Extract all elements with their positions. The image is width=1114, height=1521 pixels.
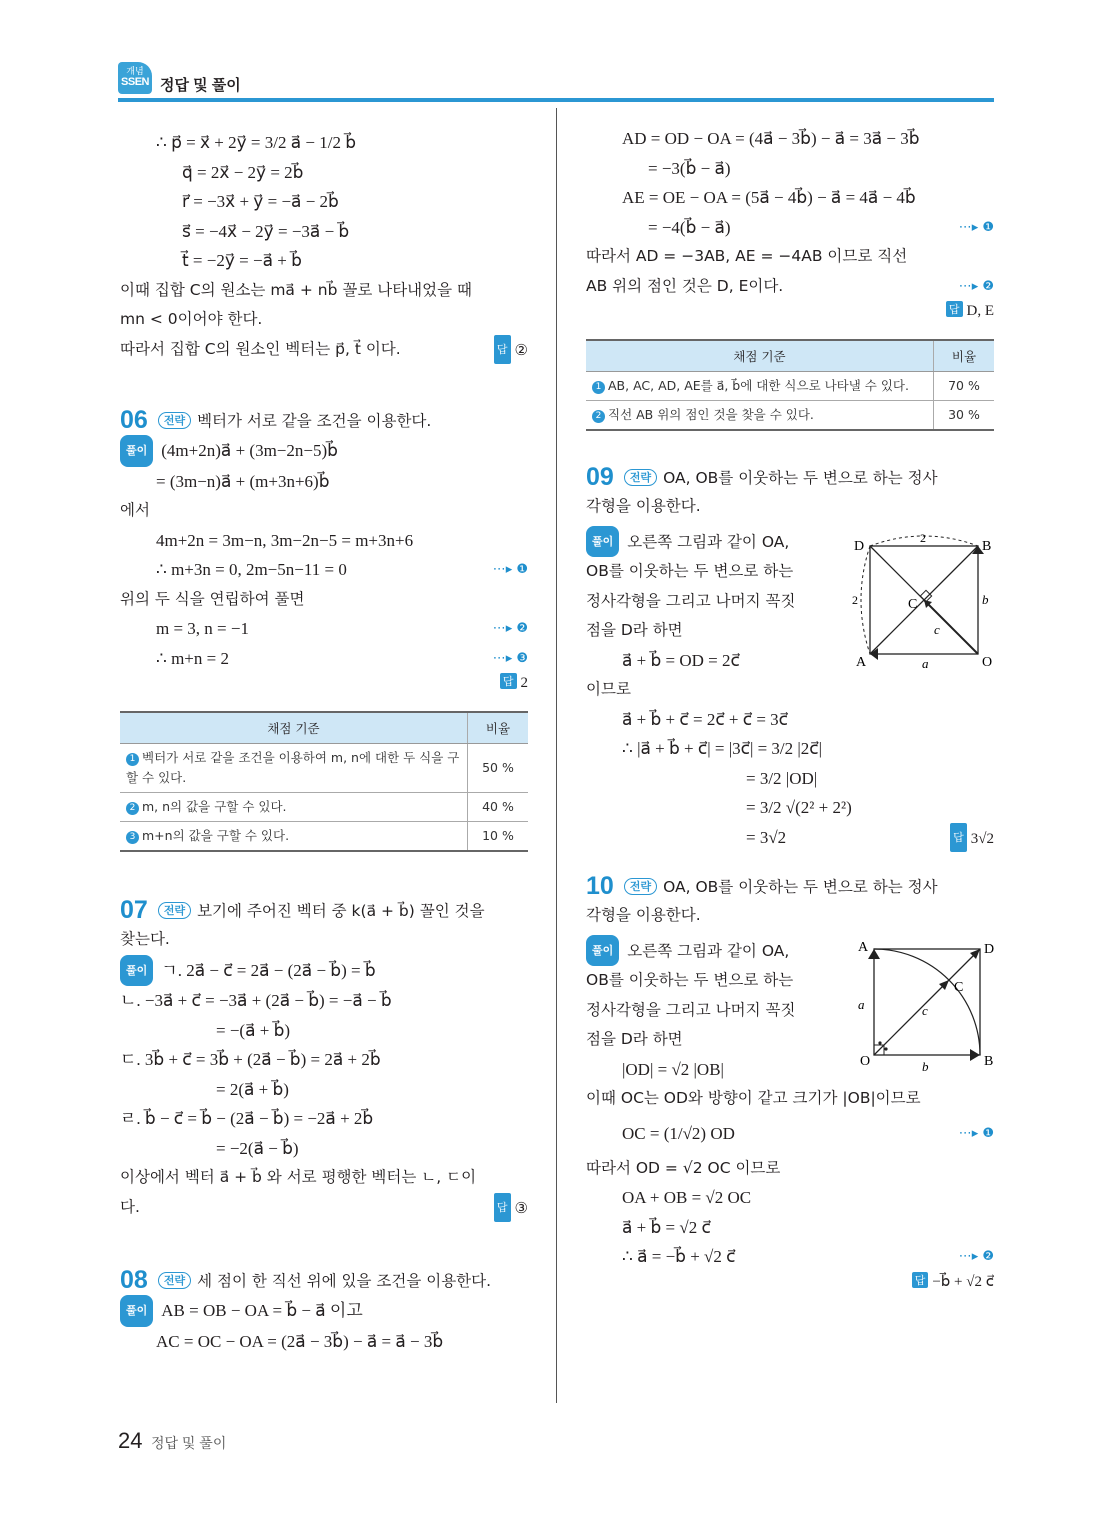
- question-07-header: [120, 896, 528, 925]
- text-span: 오른쪽 그림과 같이 OA,: [627, 532, 790, 551]
- header-rule: [118, 98, 994, 102]
- grading-cell: [586, 401, 934, 431]
- math-line: ㄹ. b⃗ − c⃗ = b⃗ − (2a⃗ − b⃗) = −2a⃗ + 2b⃗: [120, 1109, 374, 1128]
- text-line: 따라서 OD = √2 OC 이므로: [586, 1158, 781, 1177]
- math-line: = 3/2 |OD|: [746, 768, 818, 788]
- solution-tag: 풀이: [120, 435, 153, 467]
- diagonal-od: [874, 949, 980, 1055]
- answer-row: [586, 1272, 994, 1300]
- label-vec-a: a⃗: [858, 996, 875, 1012]
- answer: [494, 1193, 528, 1224]
- text-line: OB를 이웃하는 두 변으로 하는: [586, 971, 794, 989]
- angle-dot: [878, 1041, 881, 1044]
- math-span: OC = (1/√2) OD: [622, 1123, 735, 1143]
- strategy-tag: 전략: [624, 878, 657, 895]
- step-mark-1: ⋯▸ ❶: [958, 1125, 994, 1141]
- answer: [500, 673, 528, 692]
- question-09-header: [586, 463, 994, 492]
- math-span: AB = OB − OA = b⃗ − a⃗ 이고: [161, 1301, 363, 1320]
- math-line: [120, 644, 528, 674]
- step-number-icon: 3: [126, 831, 139, 844]
- text-line: 각형을 이용한다.: [586, 497, 701, 515]
- grading-text: m, n의 값을 구할 수 있다.: [142, 799, 287, 814]
- math-line: [586, 823, 994, 853]
- text-line: [120, 335, 528, 365]
- label-left-length: 2: [852, 592, 858, 607]
- grading-pct: 50 %: [468, 744, 529, 793]
- math-span: m = 3, n = −1: [156, 619, 249, 638]
- question-10-header: [586, 872, 994, 901]
- math-line: ㄴ. −3a⃗ + c⃗ = −3a⃗ + (2a⃗ − b⃗) = −a⃗ − b⃗: [120, 991, 392, 1010]
- math-line: [120, 614, 528, 644]
- math-line: a⃗ + b⃗ = √2 c⃗: [622, 1217, 711, 1237]
- grading-pct: 30 %: [934, 401, 995, 431]
- math-line: [586, 1242, 994, 1272]
- angle-dot: [884, 1047, 887, 1050]
- grading-cell: [120, 822, 468, 852]
- label-C: C: [954, 979, 964, 995]
- math-line: q⃗ = 2x⃗ − 2y⃗ = 2b⃗: [182, 162, 304, 182]
- solution-tag: 풀이: [120, 1295, 153, 1327]
- grading-cell: [120, 744, 468, 793]
- math-line: 4m+2n = 3m−n, 3m−2n−5 = m+3n+6: [156, 530, 414, 550]
- math-line: ㄷ. 3b⃗ + c⃗ = 3b⃗ + (2a⃗ − b⃗) = 2a⃗ + 2b⃗: [120, 1050, 381, 1069]
- text-line: 이므로: [586, 680, 631, 698]
- text-line: OB를 이웃하는 두 변으로 하는: [586, 562, 794, 580]
- step-mark-1: ⋯▸ ❶: [492, 562, 528, 577]
- answer: [950, 823, 994, 855]
- math-line: s⃗ = −4x⃗ − 2y⃗ = −3a⃗ − b⃗: [182, 221, 350, 241]
- square-diagram-10: [848, 935, 996, 1077]
- column-divider: [556, 108, 557, 1403]
- grading-header-ratio: 비율: [934, 340, 995, 372]
- step-mark-2: ⋯▸ ❷: [958, 1249, 994, 1264]
- grading-header-criteria: 채점 기준: [120, 712, 468, 744]
- question-08-header: [120, 1266, 528, 1295]
- step-mark-2: ⋯▸ ❷: [492, 621, 528, 636]
- label-D: D: [854, 538, 865, 554]
- grading-text: AB, AC, AD, AE를 a⃗, b⃗에 대한 식으로 나타낼 수 있다.: [608, 378, 909, 393]
- math-span: ∴ a⃗ = −b⃗ + √2 c⃗: [622, 1247, 736, 1266]
- text-line: 점을 D라 하면: [586, 621, 683, 639]
- math-line: ∴ p⃗ = x⃗ + 2y⃗ = 3/2 a⃗ − 1/2 b⃗: [156, 133, 356, 152]
- math-line: [120, 555, 528, 585]
- step-mark-1: ⋯▸ ❶: [958, 219, 994, 235]
- ob-arrowhead: [970, 1049, 980, 1061]
- logo-bottom-text: SSEN: [121, 76, 149, 88]
- question-06-header: [120, 406, 528, 435]
- grading-text: 직선 AB 위의 점인 것을 찾을 수 있다.: [608, 407, 814, 422]
- text-span: AB 위의 점인 것은 D, E이다.: [586, 276, 784, 295]
- math-line: a⃗ + b⃗ + c⃗ = 2c⃗ + c⃗ = 3c⃗: [622, 709, 789, 729]
- step-number-icon: 1: [126, 753, 139, 766]
- text-line: 따라서 AD = −3AB, AE = −4AB 이므로 직선: [586, 247, 908, 265]
- answer: [946, 301, 994, 320]
- text-line: 정사각형을 그리고 나머지 꼭짓: [586, 591, 796, 610]
- math-line: [586, 213, 994, 243]
- math-span: ∴ m+3n = 0, 2m−5n−11 = 0: [156, 560, 347, 579]
- strategy-text: 벡터가 서로 같을 조건을 이용한다.: [197, 412, 432, 430]
- math-line: = −(a⃗ + b⃗): [216, 1020, 291, 1040]
- grading-header-criteria: 채점 기준: [586, 340, 934, 372]
- square-diagram-09: [848, 530, 999, 671]
- question-number: 07: [120, 896, 148, 924]
- question-number: 09: [586, 463, 614, 491]
- step-number-icon: 2: [592, 410, 605, 423]
- label-vec-b: b⃗: [982, 591, 999, 607]
- text-line: mn < 0이어야 한다.: [120, 310, 263, 328]
- page-footer: [118, 1428, 226, 1454]
- math-line: = −3(b⃗ − a⃗): [648, 158, 731, 178]
- math-line: AE = OE − OA = (5a⃗ − 4b⃗) − a⃗ = 4a⃗ − 4b⃗: [622, 188, 916, 207]
- answer-row: [120, 673, 528, 701]
- math-line: r⃗ = −3x⃗ + y⃗ = −a⃗ − 2b⃗: [182, 192, 339, 211]
- grading-cell: [586, 372, 934, 401]
- label-D: D: [984, 941, 995, 957]
- text-line: 위의 두 식을 연립하여 풀면: [120, 589, 305, 608]
- grading-pct: 70 %: [934, 372, 995, 401]
- text-line: [586, 272, 994, 302]
- answer: [494, 335, 528, 366]
- label-B: B: [984, 1053, 994, 1069]
- step-number-icon: 1: [592, 381, 605, 394]
- math-line: [120, 435, 528, 467]
- grading-text: m+n의 값을 구할 수 있다.: [142, 828, 290, 843]
- answer: [912, 1272, 994, 1291]
- math-line: [120, 1295, 528, 1327]
- grading-table: [586, 339, 994, 431]
- math-span: = −4(b⃗ − a⃗): [648, 217, 731, 237]
- answer-tag: 답: [950, 823, 967, 853]
- answer-tag: 답: [500, 673, 517, 689]
- answer-value: ③: [514, 1198, 528, 1217]
- label-A: A: [858, 939, 869, 955]
- footer-label: 정답 및 풀이: [150, 1435, 227, 1451]
- strategy-tag: 전략: [158, 1272, 191, 1289]
- text-line: 점을 D라 하면: [586, 1030, 683, 1048]
- text-line: 찾는다.: [120, 930, 170, 948]
- logo-top-text: 개념: [126, 66, 144, 76]
- right-column: [586, 124, 999, 1300]
- header-title: 정답 및 풀이: [160, 77, 241, 94]
- page-header: [118, 62, 998, 98]
- label-O: O: [982, 654, 993, 670]
- q10-solution-block: [586, 935, 994, 1085]
- text-span: 오른쪽 그림과 같이 OA,: [627, 941, 790, 960]
- page-number: 24: [118, 1428, 143, 1453]
- text-line: 이상에서 벡터 a⃗ + b⃗ 와 서로 평행한 벡터는 ㄴ, ㄷ이: [120, 1168, 477, 1186]
- math-line: ∴ |a⃗ + b⃗ + c⃗| = |3c⃗| = 3/2 |2c⃗|: [622, 739, 823, 758]
- answer-tag: 답: [946, 301, 963, 317]
- question-number: 06: [120, 406, 148, 434]
- label-vec-c: c⃗: [934, 621, 950, 637]
- math-line: = 3/2 √(2² + 2²): [746, 798, 852, 817]
- math-line: [120, 955, 528, 987]
- math-line: = (3m−n)a⃗ + (m+3n+6)b⃗: [156, 471, 330, 491]
- grading-pct: 10 %: [468, 822, 529, 852]
- answer-value: 2: [520, 675, 528, 691]
- label-vec-b: b⃗: [922, 1058, 939, 1074]
- math-line: |OD| = √2 |OB|: [622, 1059, 724, 1079]
- question-number: 08: [120, 1266, 148, 1294]
- strategy-text: 보기에 주어진 벡터 중 k(a⃗ + b⃗) 꼴인 것을: [197, 902, 485, 920]
- answer-tag: 답: [494, 335, 511, 365]
- strategy-text: 세 점이 한 직선 위에 있을 조건을 이용한다.: [197, 1272, 492, 1290]
- math-line: a⃗ + b⃗ = OD = 2c⃗: [622, 650, 740, 670]
- math-line: [586, 1114, 994, 1154]
- text-line: 이때 OC는 OD와 방향이 같고 크기가 |OB|이므로: [586, 1089, 921, 1107]
- math-line: OA + OB = √2 OC: [622, 1188, 752, 1207]
- text-line: 정사각형을 그리고 나머지 꼭짓: [586, 1000, 796, 1019]
- answer-row: [586, 301, 994, 329]
- math-span: = 3√2: [746, 827, 787, 847]
- question-number: 10: [586, 872, 614, 900]
- grading-table: [120, 711, 528, 852]
- math-line: = −2(a⃗ − b⃗): [216, 1138, 299, 1158]
- left-brace: [861, 546, 870, 654]
- text-span: 다.: [120, 1197, 140, 1216]
- solution-tag: 풀이: [586, 526, 619, 558]
- brand-logo: [118, 62, 152, 94]
- grading-header-ratio: 비율: [468, 712, 529, 744]
- label-C: C: [908, 596, 918, 612]
- answer-value: D, E: [966, 303, 994, 319]
- right-angle-mark: [920, 590, 931, 601]
- label-top-length: 2: [920, 530, 926, 545]
- math-span: ㄱ. 2a⃗ − c⃗ = 2a⃗ − (2a⃗ − b⃗) = b⃗: [161, 960, 376, 980]
- text-line: [120, 1193, 528, 1223]
- vector-c: [924, 600, 978, 654]
- strategy-tag: 전략: [158, 902, 191, 919]
- oa-arrowhead: [868, 949, 880, 959]
- text-line: 이때 집합 C의 원소는 ma⃗ + nb⃗ 꼴로 나타내었을 때: [120, 280, 472, 299]
- math-line: AC = OC − OA = (2a⃗ − 3b⃗) − a⃗ = a⃗ − 3b⃗: [156, 1331, 444, 1351]
- grading-cell: [120, 793, 468, 822]
- strategy-text: OA, OB를 이웃하는 두 변으로 하는 정사: [663, 878, 938, 896]
- answer-tag: 답: [912, 1272, 929, 1288]
- strategy-text: OA, OB를 이웃하는 두 변으로 하는 정사: [663, 469, 938, 487]
- grading-text: 벡터가 서로 같을 조건을 이용하여 m, n에 대한 두 식을 구할 수 있다.: [126, 750, 460, 785]
- math-span: (4m+2n)a⃗ + (3m−2n−5)b⃗: [161, 441, 338, 460]
- grading-pct: 40 %: [468, 793, 529, 822]
- step-mark-3: ⋯▸ ❸: [492, 650, 528, 666]
- answer-tag: 답: [494, 1193, 511, 1223]
- math-line: = 2(a⃗ + b⃗): [216, 1079, 289, 1099]
- text-line: 각형을 이용한다.: [586, 906, 701, 924]
- q09-solution-block: [586, 526, 999, 676]
- math-line: t⃗ = −2y⃗ = −a⃗ + b⃗: [182, 251, 302, 270]
- text-span: 따라서 집합 C의 원소인 벡터는 p⃗, t⃗ 이다.: [120, 339, 401, 358]
- label-vec-c: c⃗: [922, 1002, 938, 1018]
- strategy-tag: 전략: [158, 412, 191, 429]
- answer-value: −b⃗ + √2 c⃗: [932, 1273, 994, 1290]
- label-vec-a: a⃗: [922, 655, 939, 671]
- label-B: B: [982, 538, 992, 554]
- left-column: [120, 128, 528, 1356]
- step-mark-2: ⋯▸ ❷: [958, 278, 994, 294]
- answer-value: ②: [514, 340, 528, 359]
- solution-tag: 풀이: [120, 955, 153, 987]
- text-line: 에서: [120, 501, 150, 519]
- solution-tag: 풀이: [586, 935, 619, 967]
- label-O: O: [860, 1053, 871, 1069]
- answer-value: 3√2: [970, 830, 994, 847]
- math-line: AD = OD − OA = (4a⃗ − 3b⃗) − a⃗ = 3a⃗ − 3b⃗: [622, 129, 920, 148]
- strategy-tag: 전략: [624, 469, 657, 486]
- label-A: A: [856, 654, 867, 670]
- math-span: ∴ m+n = 2: [156, 648, 229, 668]
- step-number-icon: 2: [126, 802, 139, 815]
